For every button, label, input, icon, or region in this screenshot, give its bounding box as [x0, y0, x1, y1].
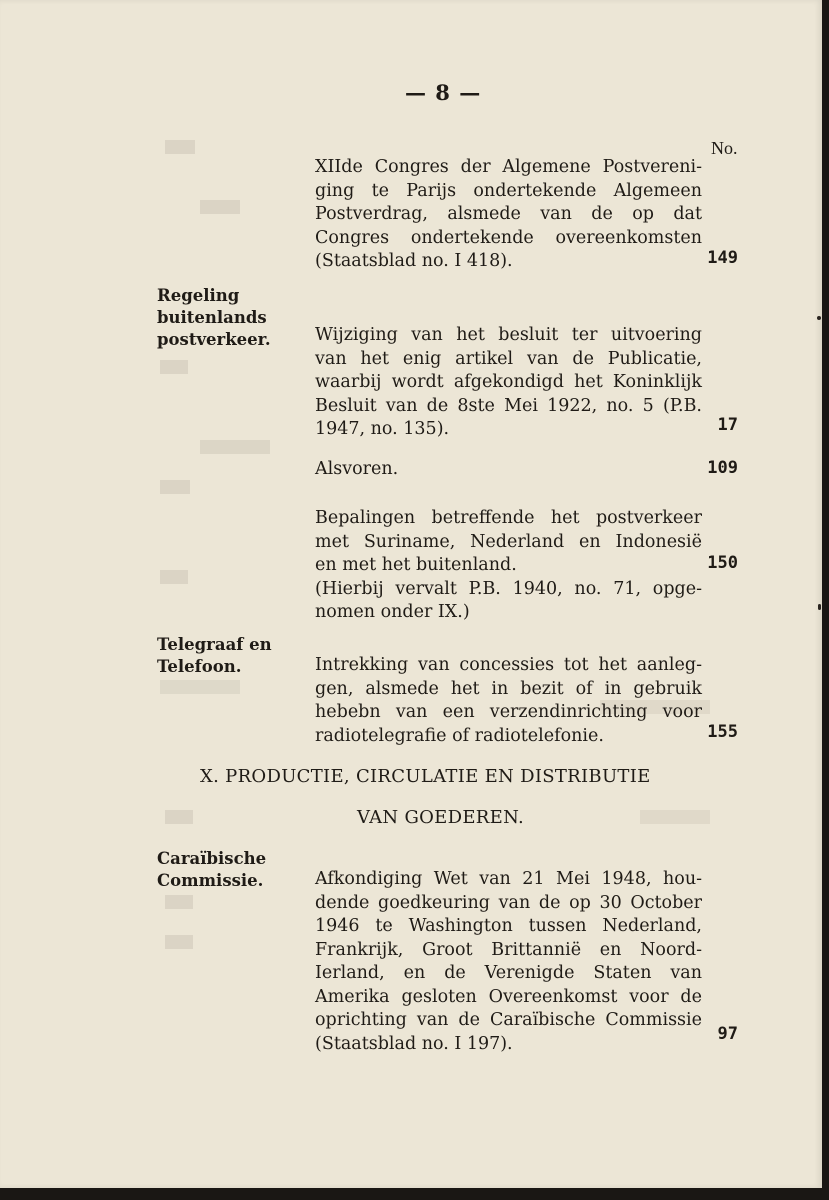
scan-speck [818, 604, 821, 610]
entry-number: 109 [707, 458, 738, 478]
side-heading-line: buitenlands [157, 308, 267, 327]
entry-line: Alsvoren. [315, 459, 399, 479]
entry-line: waarbij wordt afgekondigd het Koninklijk [315, 372, 702, 392]
side-heading-telegraaf [157, 634, 272, 678]
entry-line: (Staatsblad no. I 197). [315, 1033, 513, 1054]
entry-line: ging te Parijs ondertekende Algemeen [315, 180, 702, 201]
entry-line: hebebn van een verzendinrichting voor [315, 702, 702, 722]
side-heading-line: Telegraaf en [157, 635, 272, 654]
scan-speck [817, 316, 821, 320]
entry-line: 1946 te Washington tussen Nederland, [315, 916, 702, 936]
entry-bepalingen [315, 507, 702, 625]
entry-line: gen, alsmede het in bezit of in gebruik [315, 678, 702, 699]
entry-line: met Suriname, Nederland en Indonesië [315, 531, 702, 552]
entry-wijziging [315, 324, 702, 442]
entry-line: (Hierbij vervalt P.B. 1940, no. 71, opge- [315, 578, 702, 599]
entry-line: Afkondiging Wet van 21 Mei 1948, hou- [315, 869, 702, 889]
side-heading-line: Caraïbische [157, 849, 267, 868]
entry-line: van het enig artikel van de Publicatie, [315, 348, 702, 369]
entry-line: (Staatsblad no. I 418). [315, 251, 513, 271]
section-title-continued: VAN GOEDEREN. [357, 807, 525, 828]
entry-postcongres [315, 156, 702, 274]
entry-line: Postverdrag, alsmede van de op dat [315, 204, 702, 224]
entry-number: 17 [717, 415, 738, 435]
entry-alsvoren [315, 458, 702, 482]
entry-line: Wijziging van het besluit ter uitvoering [315, 325, 702, 345]
entry-line: Amerika gesloten Overeenkomst voor de [315, 986, 702, 1007]
side-heading-line: postverkeer. [157, 330, 271, 349]
number-column-header: No. [711, 138, 738, 158]
entry-line: dende goedkeuring van de op 30 October [315, 892, 702, 913]
entry-line: Besluit van de 8ste Mei 1922, no. 5 (P.B. [315, 395, 702, 416]
entry-line: Intrekking van concessies tot het aanleg- [315, 655, 702, 675]
entry-line: Bepalingen betreffende het postverkeer [315, 508, 702, 528]
entry-line: Ierland, en de Verenigde Staten van [315, 963, 702, 983]
section-title: X. PRODUCTIE, CIRCULATIE EN DISTRIBUTIE [200, 766, 651, 787]
entry-intrekking [315, 654, 702, 748]
entry-line: en met het buitenland. [315, 555, 517, 575]
entry-line: 1947, no. 135). [315, 419, 450, 439]
side-heading-line: Telefoon. [157, 657, 242, 676]
entry-line: XIIde Congres der Algemene Postvereni- [315, 157, 702, 177]
entry-line: nomen onder IX.) [315, 602, 470, 622]
entry-line: radiotelegrafie of radiotelefonie. [315, 725, 604, 746]
entry-number: 150 [707, 553, 738, 573]
entry-number: 149 [707, 248, 738, 268]
entry-number: 97 [717, 1024, 738, 1044]
entry-afkondiging [315, 868, 702, 1056]
side-heading-line: Regeling [157, 286, 240, 305]
side-heading-regeling [157, 285, 271, 351]
entry-line: Frankrijk, Groot Brittannië en Noord- [315, 939, 702, 960]
page-number: — 8 — [405, 80, 482, 105]
entry-line: Congres ondertekende overeenkomsten [315, 227, 702, 248]
side-heading-caraibische [157, 848, 266, 892]
entry-number: 155 [707, 722, 738, 742]
side-heading-line: Commissie. [157, 871, 264, 890]
entry-line: oprichting van de Caraïbische Commissie [315, 1010, 702, 1030]
